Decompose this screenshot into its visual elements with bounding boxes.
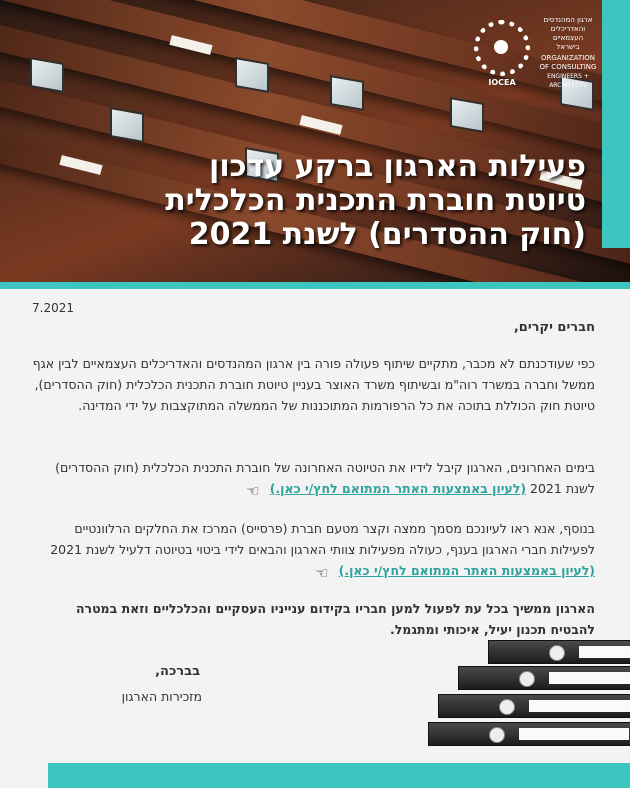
greeting: חברים יקרים, <box>513 320 595 335</box>
summary-link[interactable]: (לעיון באמצעות האתר המתואם לחץ/י כאן.) <box>338 563 595 578</box>
paragraph-closing: הארגון ממשיך בכל עת לפעול למען חבריו בקידום ענייניו העסקיים והכלכליים וזאת במטרה להבטיח תכנון יעיל, איכותי ומתגמל. <box>75 601 595 637</box>
binders-image <box>418 640 630 768</box>
pointing-hand-icon: ☜ <box>315 564 329 582</box>
paragraph-intro: כפי שעודכנתם לא מכבר, מתקיים שיתוף פעולה פורה בין ארגון המהנדסים והאדריכלים העצמאיים לבין אגף ממשל וחברה במשרד רוה"מ ובשיתוף משרד האוצר בעניין טיוטת חוברת התכנית הכלכלית (חוק ההסדרים), טיוטת חוק הכוללת בתוכה את כל הרפורמות המתוכננות של הממשלה המתוקצבות על ידי המדינה. <box>32 356 595 413</box>
paragraph-draft: בימים האחרונים, הארגון קיבל לידיו את הטיוטה האחרונה של חוברת התכנית הכלכלית (חוק ההסדרים) לשנת 2021 (לעיון באמצעות האתר המתואם לחץ/י כאן.) ☜ <box>55 460 595 500</box>
divider-band <box>0 282 630 289</box>
header-banner <box>0 0 630 282</box>
accent-bar <box>602 0 630 248</box>
page-title: פעילות הארגון ברקע עדכון טיוטת חוברת התכנית הכלכלית (חוק ההסדרים) לשנת 2021 <box>165 149 586 252</box>
draft-link[interactable]: (לעיון באמצעות האתר המתואם לחץ/י כאן.) <box>269 481 527 496</box>
pointing-hand-icon: ☜ <box>246 482 260 500</box>
paragraph-summary: בנוסף, אנא ראו לעיונכם מסמך ממצה וקצר מטעם חברת (פרסייס) המרכז את החלקים הרלוונטיים לפעילות חברי הארגון בענף, כעולה מפעילות צוותי הארגון והבאים לידי ביטוי בטיוטה דלעיל לשנת 2021 (לעיון באמצעות האתר המתואם לחץ/י כאן.) ☜ <box>50 521 595 582</box>
letter-date: 7.2021 <box>32 301 74 315</box>
closing-greeting: בברכה, <box>155 664 200 679</box>
footer-accent-bar <box>48 763 630 788</box>
org-logo-text: ארגון המהנדסים והאדריכלים העצמאיים בישראל ORGANIZATION OF CONSULTING ENGINEERS + ARCHITECTS <box>539 16 597 89</box>
signature: מזכירות הארגון <box>121 689 202 704</box>
org-logo-abbr: IOCEA <box>488 78 516 87</box>
